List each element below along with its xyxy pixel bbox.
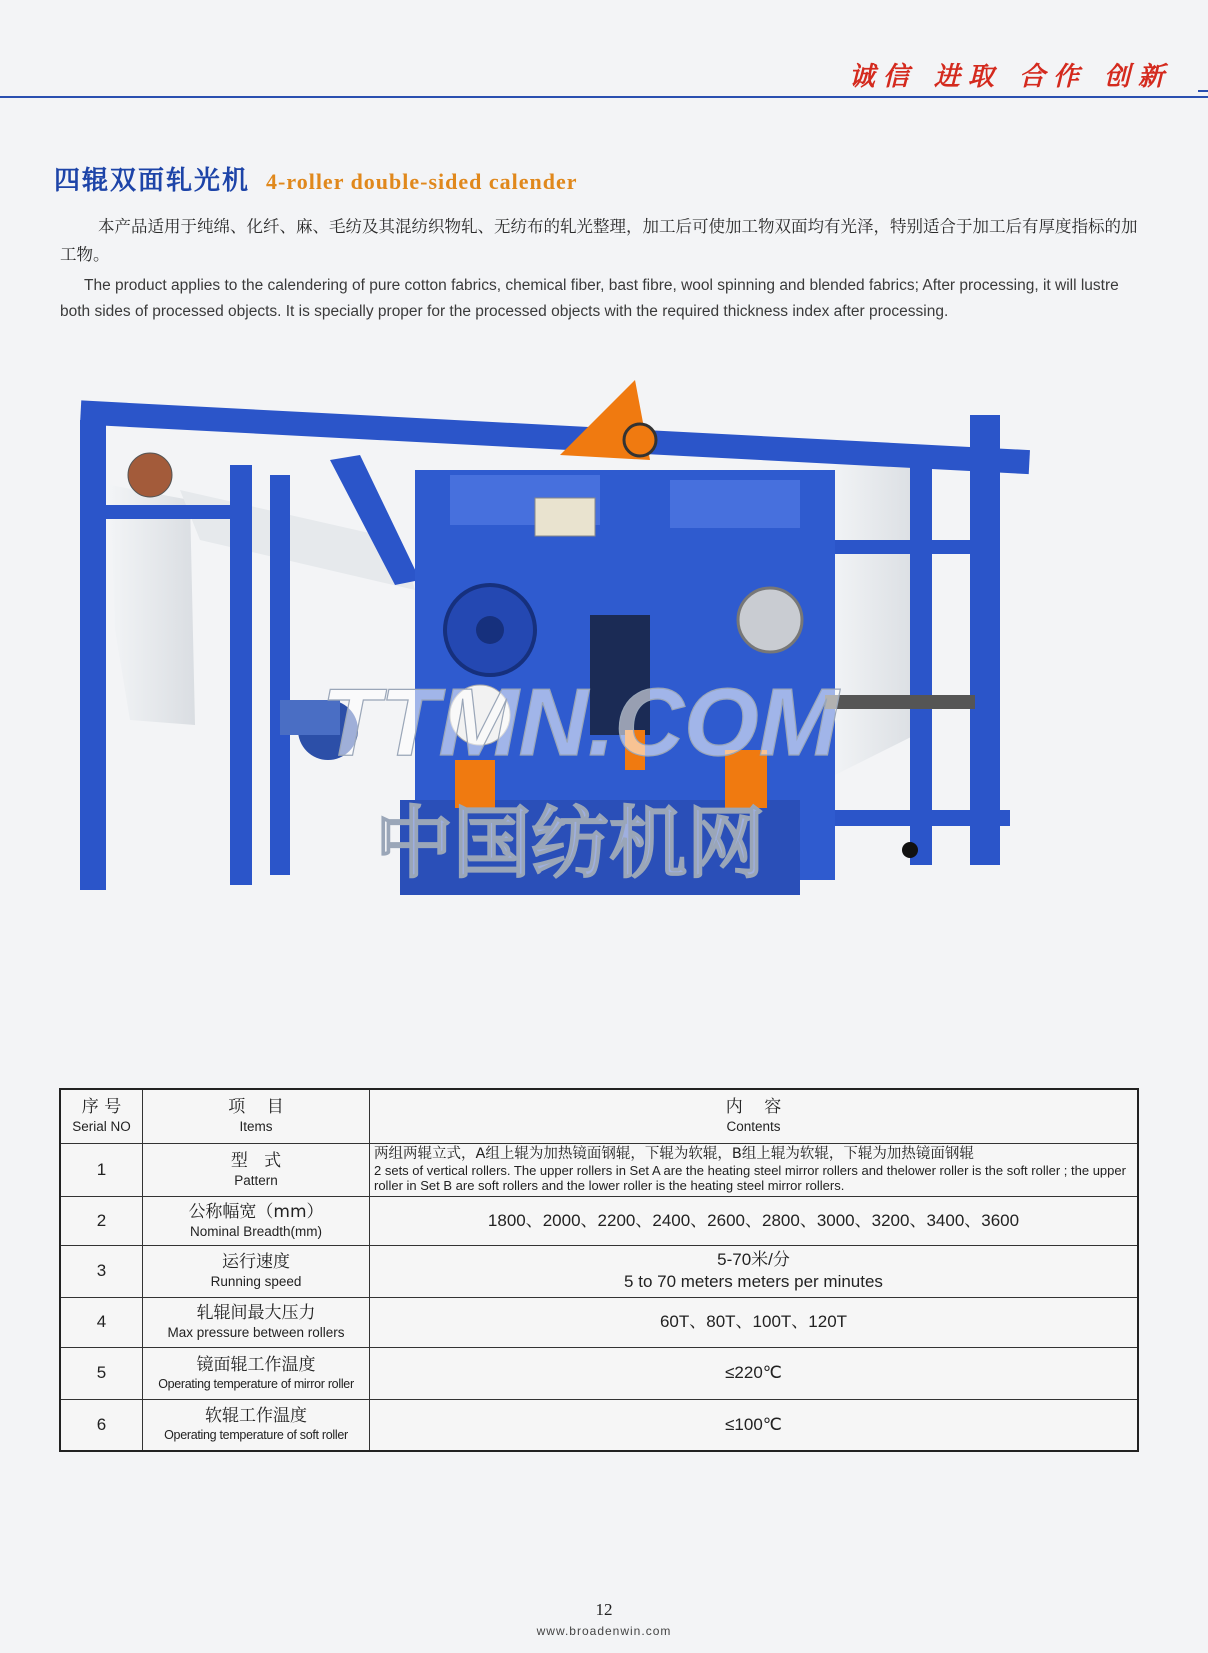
row-content-cn: 两组两辊立式，A组上辊为加热镜面钢辊，下辊为软辊，B组上辊为软辊，下辊为加热镜面钢辊 bbox=[374, 1146, 974, 1162]
row-item-en: Operating temperature of soft roller bbox=[164, 1428, 348, 1443]
row-item-cn: 轧辊间最大压力 bbox=[196, 1303, 316, 1323]
frame-upper-rail bbox=[100, 505, 240, 519]
front-roller bbox=[825, 695, 975, 709]
row-content-en: 2 sets of vertical rollers. The upper rollers in Set A are the heating steel mirror rollers and thelower roller is the soft roller ; the upper roller in Set B are soft rollers and the lower roller is the heating steel mirror rollers. bbox=[374, 1163, 1126, 1193]
row-content: ≤220℃ bbox=[370, 1347, 1139, 1399]
left-roller bbox=[128, 453, 172, 497]
table-row bbox=[60, 1196, 1138, 1245]
row-content: ≤100℃ bbox=[370, 1399, 1139, 1451]
row-serial: 1 bbox=[60, 1143, 143, 1196]
frame-right-post-2 bbox=[910, 465, 932, 865]
product-title-cn: 四辊双面轧光机 bbox=[54, 166, 251, 196]
row-content bbox=[370, 1143, 1139, 1196]
row-item-cn: 公称幅宽（mm） bbox=[188, 1201, 324, 1222]
row-item bbox=[143, 1196, 370, 1245]
row-item-en: Nominal Breadth(mm) bbox=[189, 1223, 323, 1239]
frame-right-post bbox=[970, 415, 1000, 865]
page-number: 12 bbox=[595, 1600, 613, 1619]
header-items-cn: 项 目 bbox=[228, 1097, 284, 1118]
header-contents-en: Contents bbox=[726, 1119, 781, 1135]
watermark-cn: 中国纺机网 bbox=[374, 799, 766, 889]
row-item-cn: 镜面辊工作温度 bbox=[196, 1354, 316, 1375]
frame-left-post bbox=[80, 420, 106, 890]
watermark-en: TTMN.COM bbox=[321, 669, 839, 776]
row-content: 60T、80T、100T、120T bbox=[370, 1297, 1139, 1347]
row-item bbox=[143, 1399, 370, 1451]
header-items bbox=[143, 1089, 370, 1143]
row-item-en: Operating temperature of mirror roller bbox=[158, 1376, 354, 1391]
row-item-cn: 运行速度 bbox=[222, 1252, 290, 1272]
row-item bbox=[143, 1245, 370, 1297]
frame-right-rail bbox=[810, 540, 980, 554]
table-row bbox=[60, 1347, 1138, 1399]
row-item bbox=[143, 1347, 370, 1399]
gear-left-hub bbox=[476, 616, 504, 644]
header-serial bbox=[60, 1089, 143, 1143]
description-cn: 本产品适用于纯绵、化纤、麻、毛纺及其混纺织物轧、无纺布的轧光整理，加工后可使加工物双面均有光泽，特别适合于加工后有厚度指标的加工物。 bbox=[60, 217, 1138, 264]
header-rule-end bbox=[1198, 90, 1208, 98]
wheel-right bbox=[902, 842, 918, 858]
row-content-line1: 5-70米/分 bbox=[717, 1250, 790, 1269]
row-item-en: Pattern bbox=[234, 1172, 278, 1188]
table-row bbox=[60, 1297, 1138, 1347]
header-items-en: Items bbox=[239, 1119, 273, 1135]
frame-post-3 bbox=[270, 475, 290, 875]
header-contents-cn: 内 容 bbox=[725, 1097, 782, 1118]
row-serial: 6 bbox=[60, 1399, 143, 1451]
website-url: www.broadenwin.com bbox=[536, 1624, 672, 1638]
header-slogan: 诚信 进取 合作 创新 bbox=[848, 62, 1172, 92]
fabric-left bbox=[110, 485, 195, 725]
row-serial: 2 bbox=[60, 1196, 143, 1245]
row-item-cn: 型 式 bbox=[230, 1150, 282, 1171]
machine-photo bbox=[70, 380, 1100, 940]
table-row bbox=[60, 1245, 1138, 1297]
orange-wheel bbox=[624, 424, 656, 456]
table-row bbox=[60, 1143, 1138, 1196]
row-serial: 4 bbox=[60, 1297, 143, 1347]
header-serial-cn: 序 号 bbox=[81, 1097, 122, 1118]
row-content bbox=[370, 1245, 1139, 1297]
row-item-cn: 软辊工作温度 bbox=[205, 1406, 307, 1427]
row-item bbox=[143, 1143, 370, 1196]
frame-post-2 bbox=[230, 465, 252, 885]
roller-right bbox=[738, 588, 802, 652]
control-box bbox=[535, 498, 595, 536]
row-item bbox=[143, 1297, 370, 1347]
spec-table bbox=[59, 1088, 1139, 1452]
product-title-en: 4-roller double-sided calender bbox=[266, 169, 578, 194]
top-panel-2 bbox=[670, 480, 800, 528]
row-serial: 3 bbox=[60, 1245, 143, 1297]
product-title bbox=[54, 160, 578, 197]
row-content: 1800、2000、2200、2400、2600、2800、3000、3200、3400、3600 bbox=[370, 1196, 1139, 1245]
row-item-en: Max pressure between rollers bbox=[167, 1325, 345, 1340]
table-row bbox=[60, 1399, 1138, 1451]
header-rule bbox=[0, 96, 1208, 98]
header-serial-en: Serial NO bbox=[72, 1119, 131, 1135]
row-serial: 5 bbox=[60, 1347, 143, 1399]
row-item-en: Running speed bbox=[210, 1274, 302, 1289]
table-header-row bbox=[60, 1089, 1138, 1143]
description-en: The product applies to the calendering of pure cotton fabrics, chemical fiber, bast fibre, wool spinning and blended fabrics; After processing, it will lustre both sides of processed objects. It is specially proper for the processed objects with the required thickness index after processing. bbox=[60, 277, 1119, 320]
row-content-line2: 5 to 70 meters meters per minutes bbox=[624, 1272, 883, 1291]
frame-top-beam bbox=[80, 400, 1030, 474]
header-contents bbox=[370, 1089, 1139, 1143]
